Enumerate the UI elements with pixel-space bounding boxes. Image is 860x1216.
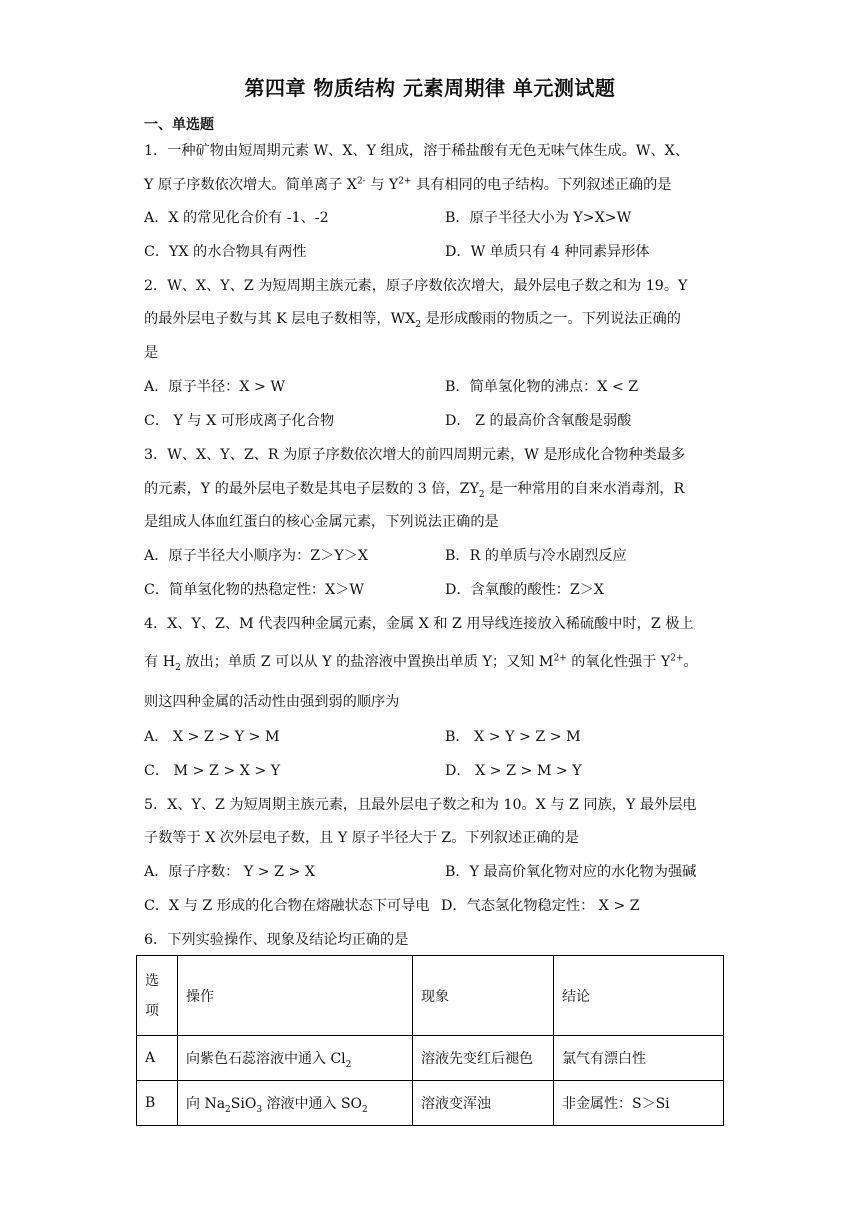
header-option: 选 项 [137, 956, 178, 1036]
q4-option-d[interactable]: D． X > Z > M > Y [445, 763, 582, 779]
q1-option-b[interactable]: B．原子半径大小为 Y>X>W [445, 210, 632, 226]
page-title: 第四章 物质结构 元素周期律 单元测试题 [244, 76, 616, 100]
q2-option-c[interactable]: C． Y 与 X 可形成离子化合物 [144, 413, 335, 429]
q2-stem-line3: 是 [144, 345, 159, 361]
header-conclusion: 结论 [554, 956, 724, 1036]
q3-stem-line3: 是组成人体血红蛋白的核心金属元素，下列说法正确的是 [144, 514, 499, 530]
row-option: A [137, 1036, 178, 1081]
q2-option-d[interactable]: D． Z 的最高价含氧酸是弱酸 [445, 413, 632, 429]
q4-option-b[interactable]: B． X > Y > Z > M [445, 729, 581, 745]
q2-stem-line2: 的最外层电子数与其 K 层电子数相等，$WX_2$ 是形成酸雨的物质之一。下列说法正确的 [144, 311, 681, 330]
q5-option-c[interactable]: C．X 与 Z 形成的化合物在熔融状态下可导电 [144, 898, 430, 914]
q3-option-a[interactable]: A．原子半径大小顺序为：Z＞Y＞X [144, 548, 369, 564]
q1-stem-line1: 1．一种矿物由短周期元素 W、X、Y 组成，溶于稀盐酸有无色无味气体生成。W、X、 [144, 143, 689, 159]
q2-option-b[interactable]: B．简单氢化物的沸点：X < Z [445, 379, 639, 395]
q3-option-d[interactable]: D．含氧酸的酸性：Z＞X [445, 582, 605, 598]
q3-option-c[interactable]: C．简单氢化物的热稳定性：X＞W [144, 582, 364, 598]
row-operation: 向紫色石蕊溶液中通入 $Cl_2$ [178, 1036, 413, 1081]
header-phenomenon: 现象 [413, 956, 554, 1036]
q5-stem-line2: 子数等于 X 次外层电子数，且 Y 原子半径大于 Z。下列叙述正确的是 [144, 830, 579, 846]
q4-stem-line2: 有 $H_2$ 放出；单质 Z 可以从 Y 的盐溶液中置换出单质 Y；又知 $M^{2+}$ 的氧化性强于 $Y^{2+}$。 [144, 653, 698, 673]
q1-option-a[interactable]: A．X 的常见化合价有 -1、-2 [144, 210, 329, 226]
q1-option-c[interactable]: C．YX 的水合物具有两性 [144, 244, 307, 260]
row-operation: 向 $Na_2SiO_3$ 溶液中通入 $SO_2$ [178, 1081, 413, 1126]
q5-option-b[interactable]: B．Y 最高价氧化物对应的水化物为强碱 [445, 864, 697, 880]
q1-stem-line2: Y 原子序数依次增大。简单离子 $X^{2-}$ 与 $Y^{2+}$ 具有相同的电子结构。下列叙述正确的是 [144, 176, 672, 193]
q2-stem-line1: 2．W、X、Y、Z 为短周期主族元素，原子序数依次增大，最外层电子数之和为 19。Y [144, 278, 688, 294]
q4-stem-line1: 4．X、Y、Z、M 代表四种金属元素，金属 X 和 Z 用导线连接放入稀硫酸中时，Z 极上 [144, 616, 694, 632]
row-conclusion: 氯气有漂白性 [554, 1036, 724, 1081]
q5-option-d[interactable]: D．气态氢化物稳定性： X > Z [441, 898, 640, 914]
q5-stem-line1: 5．X、Y、Z 为短周期主族元素，且最外层电子数之和为 10。X 与 Z 同族，Y 最外层电 [144, 797, 697, 813]
q4-option-a[interactable]: A． X > Z > Y > M [144, 729, 280, 745]
row-option: B [137, 1081, 178, 1126]
q5-option-a[interactable]: A．原子序数： Y > Z > X [144, 864, 316, 880]
table-row [137, 1081, 724, 1126]
q3-option-b[interactable]: B．R 的单质与冷水剧烈反应 [445, 548, 627, 564]
row-phenomenon: 溶液先变红后褪色 [413, 1036, 554, 1081]
row-phenomenon: 溶液变浑浊 [413, 1081, 554, 1126]
q1-option-d[interactable]: D．W 单质只有 4 种同素异形体 [445, 244, 650, 260]
row-conclusion: 非金属性：S＞Si [554, 1081, 724, 1126]
q6-stem-line1: 6．下列实验操作、现象及结论均正确的是 [144, 932, 409, 948]
q3-stem-line1: 3．W、X、Y、Z、R 为原子序数依次增大的前四周期元素，W 是形成化合物种类最多 [144, 447, 686, 463]
q4-option-c[interactable]: C． M > Z > X > Y [144, 763, 281, 779]
table-row [137, 1036, 724, 1081]
experiment-table [136, 955, 724, 1126]
table-header-row [137, 956, 724, 1036]
q4-stem-line3: 则这四种金属的活动性由强到弱的顺序为 [144, 694, 400, 710]
header-operation: 操作 [178, 956, 413, 1036]
q3-stem-line2: 的元素，Y 的最外层电子数是其电子层数的 3 倍，$ZY_2$ 是一种常用的自来水消毒剂，R [144, 481, 685, 500]
section-heading: 一、单选题 [144, 117, 214, 133]
q2-option-a[interactable]: A．原子半径：X > W [144, 379, 285, 395]
